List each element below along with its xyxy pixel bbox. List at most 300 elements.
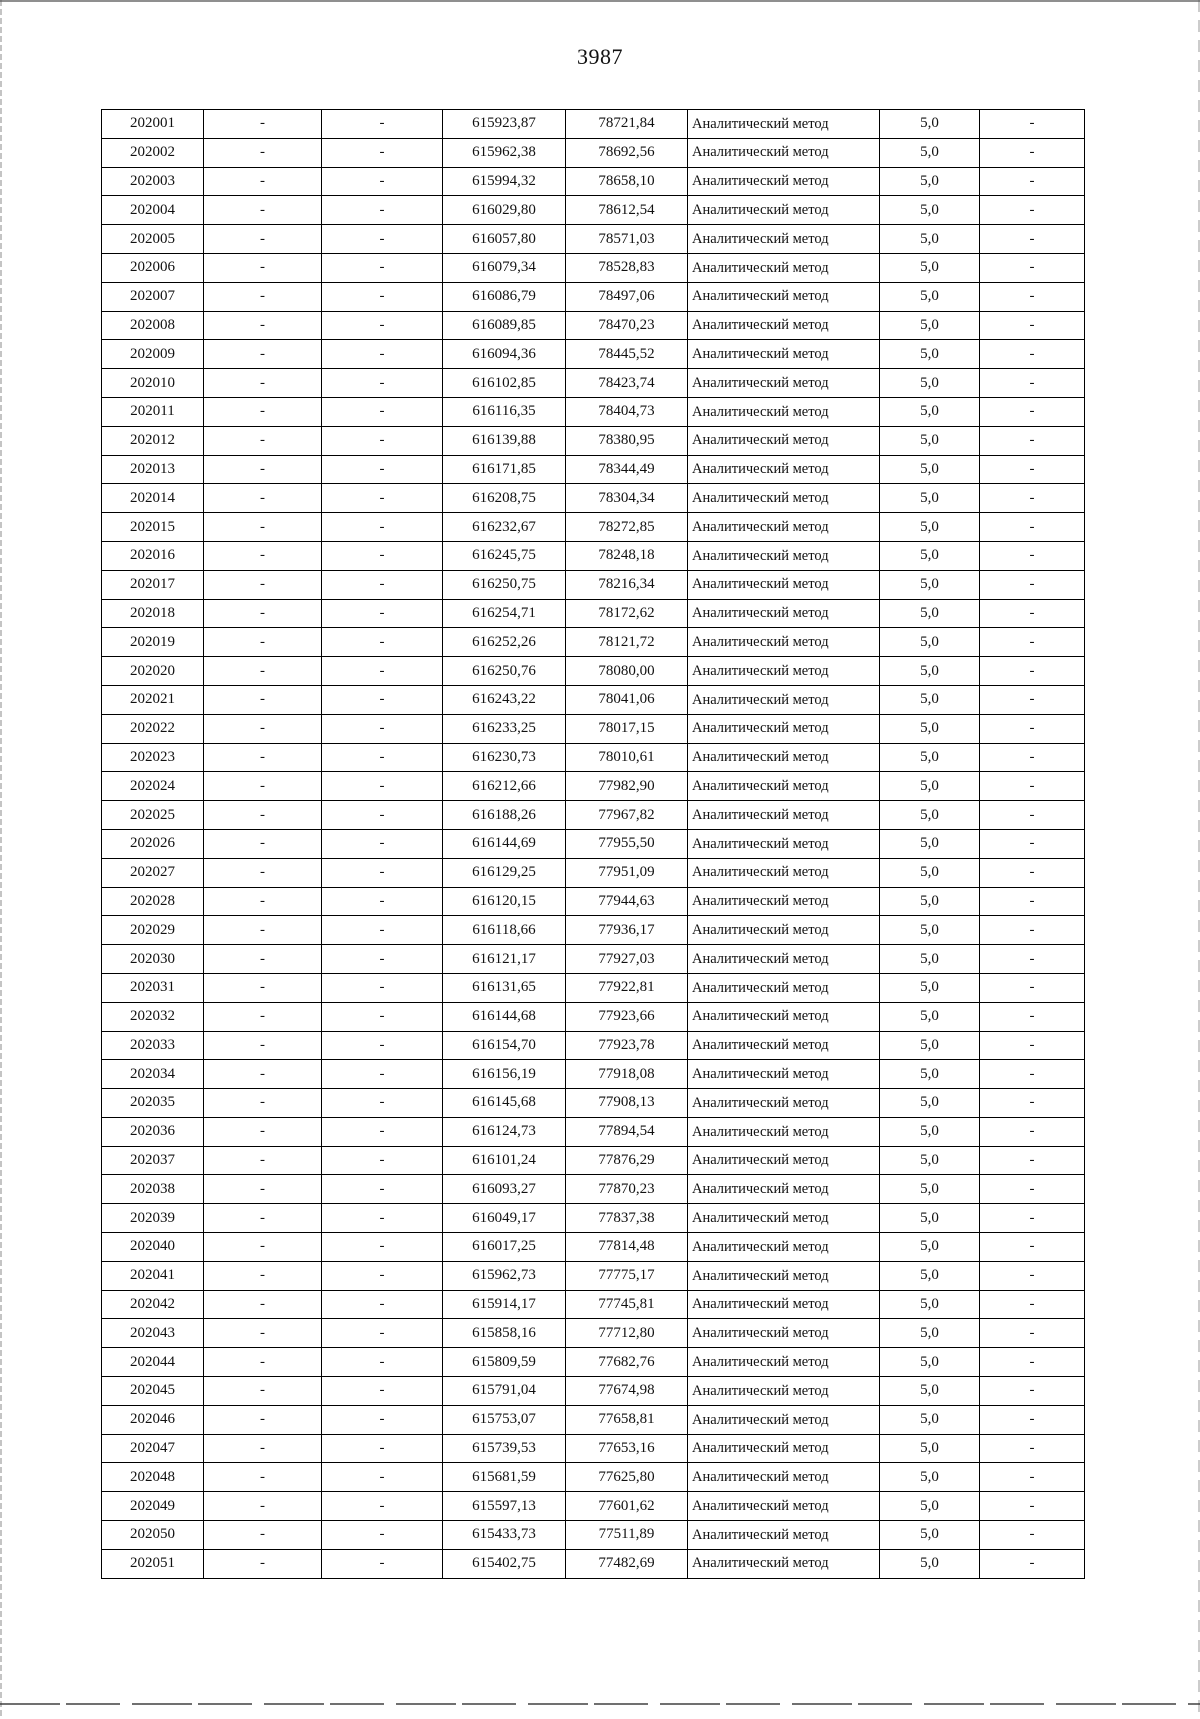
coordinate-y-cell: 77870,23 [566,1175,688,1204]
method-cell: Аналитический метод [688,657,880,686]
method-cell: Аналитический метод [688,167,880,196]
coordinate-y-cell: 78470,23 [566,311,688,340]
accuracy-cell: 5,0 [880,657,980,686]
table-row [102,628,1085,657]
method-cell: Аналитический метод [688,858,880,887]
point-number-cell: 202013 [102,455,204,484]
accuracy-cell: 5,0 [880,829,980,858]
empty-value-cell: - [204,570,322,599]
table-row [102,1117,1085,1146]
point-number-cell: 202006 [102,253,204,282]
empty-value-cell: - [204,714,322,743]
coordinate-x-cell: 616188,26 [443,801,566,830]
empty-value-cell: - [204,1377,322,1406]
method-cell: Аналитический метод [688,340,880,369]
empty-value-cell: - [980,1290,1085,1319]
empty-value-cell: - [980,1463,1085,1492]
empty-value-cell: - [204,1434,322,1463]
method-cell: Аналитический метод [688,570,880,599]
method-cell: Аналитический метод [688,311,880,340]
method-cell: Аналитический метод [688,1319,880,1348]
empty-value-cell: - [322,1377,443,1406]
coordinate-y-cell: 78010,61 [566,743,688,772]
empty-value-cell: - [204,628,322,657]
empty-value-cell: - [322,801,443,830]
method-cell: Аналитический метод [688,1175,880,1204]
empty-value-cell: - [204,1204,322,1233]
accuracy-cell: 5,0 [880,397,980,426]
point-number-cell: 202022 [102,714,204,743]
point-number-cell: 202048 [102,1463,204,1492]
empty-value-cell: - [322,369,443,398]
method-cell: Аналитический метод [688,1146,880,1175]
coordinate-x-cell: 616208,75 [443,484,566,513]
method-cell: Аналитический метод [688,1348,880,1377]
method-cell: Аналитический метод [688,685,880,714]
scan-edge-bottom [0,1703,1200,1705]
point-number-cell: 202026 [102,829,204,858]
empty-value-cell: - [322,916,443,945]
coordinate-x-cell: 616089,85 [443,311,566,340]
empty-value-cell: - [322,1549,443,1578]
accuracy-cell: 5,0 [880,1434,980,1463]
accuracy-cell: 5,0 [880,1492,980,1521]
coordinate-y-cell: 77482,69 [566,1549,688,1578]
coordinate-x-cell: 615809,59 [443,1348,566,1377]
empty-value-cell: - [204,1319,322,1348]
empty-value-cell: - [980,455,1085,484]
empty-value-cell: - [980,858,1085,887]
method-cell: Аналитический метод [688,1261,880,1290]
table-row [102,916,1085,945]
coordinate-y-cell: 78344,49 [566,455,688,484]
accuracy-cell: 5,0 [880,1463,980,1492]
point-number-cell: 202050 [102,1521,204,1550]
empty-value-cell: - [980,685,1085,714]
table-row [102,1492,1085,1521]
table-row [102,1549,1085,1578]
coordinate-x-cell: 616101,24 [443,1146,566,1175]
coordinate-y-cell: 77511,89 [566,1521,688,1550]
accuracy-cell: 5,0 [880,196,980,225]
accuracy-cell: 5,0 [880,1348,980,1377]
empty-value-cell: - [980,973,1085,1002]
method-cell: Аналитический метод [688,282,880,311]
accuracy-cell: 5,0 [880,1405,980,1434]
accuracy-cell: 5,0 [880,282,980,311]
table-row [102,196,1085,225]
table-row [102,1348,1085,1377]
empty-value-cell: - [204,225,322,254]
empty-value-cell: - [204,369,322,398]
coordinate-y-cell: 78612,54 [566,196,688,225]
table-row [102,1060,1085,1089]
method-cell: Аналитический метод [688,1492,880,1521]
empty-value-cell: - [980,570,1085,599]
empty-value-cell: - [322,628,443,657]
accuracy-cell: 5,0 [880,455,980,484]
empty-value-cell: - [204,772,322,801]
point-number-cell: 202012 [102,426,204,455]
coordinate-x-cell: 616212,66 [443,772,566,801]
accuracy-cell: 5,0 [880,110,980,139]
empty-value-cell: - [980,253,1085,282]
method-cell: Аналитический метод [688,1463,880,1492]
method-cell: Аналитический метод [688,1031,880,1060]
method-cell: Аналитический метод [688,1002,880,1031]
table-row [102,225,1085,254]
coordinate-y-cell: 78658,10 [566,167,688,196]
empty-value-cell: - [980,311,1085,340]
empty-value-cell: - [204,1175,322,1204]
method-cell: Аналитический метод [688,1434,880,1463]
point-number-cell: 202044 [102,1348,204,1377]
accuracy-cell: 5,0 [880,1290,980,1319]
empty-value-cell: - [980,225,1085,254]
empty-value-cell: - [204,1233,322,1262]
table-row [102,369,1085,398]
empty-value-cell: - [980,397,1085,426]
empty-value-cell: - [980,1146,1085,1175]
method-cell: Аналитический метод [688,1521,880,1550]
point-number-cell: 202031 [102,973,204,1002]
empty-value-cell: - [980,1002,1085,1031]
accuracy-cell: 5,0 [880,369,980,398]
accuracy-cell: 5,0 [880,1175,980,1204]
coordinate-x-cell: 616017,25 [443,1233,566,1262]
point-number-cell: 202007 [102,282,204,311]
empty-value-cell: - [980,916,1085,945]
accuracy-cell: 5,0 [880,1117,980,1146]
empty-value-cell: - [980,1117,1085,1146]
empty-value-cell: - [204,657,322,686]
empty-value-cell: - [204,1002,322,1031]
accuracy-cell: 5,0 [880,426,980,455]
table-row [102,829,1085,858]
table-row [102,1377,1085,1406]
coordinate-x-cell: 615681,59 [443,1463,566,1492]
point-number-cell: 202008 [102,311,204,340]
table-row [102,1261,1085,1290]
empty-value-cell: - [204,282,322,311]
table-row [102,397,1085,426]
method-cell: Аналитический метод [688,743,880,772]
coordinates-table-body [102,110,1085,1579]
empty-value-cell: - [980,1434,1085,1463]
empty-value-cell: - [980,1233,1085,1262]
method-cell: Аналитический метод [688,829,880,858]
accuracy-cell: 5,0 [880,599,980,628]
empty-value-cell: - [204,253,322,282]
method-cell: Аналитический метод [688,110,880,139]
empty-value-cell: - [980,1031,1085,1060]
empty-value-cell: - [204,829,322,858]
coordinate-x-cell: 616230,73 [443,743,566,772]
empty-value-cell: - [980,714,1085,743]
method-cell: Аналитический метод [688,253,880,282]
scan-edge-left [0,0,2,1719]
coordinate-x-cell: 616254,71 [443,599,566,628]
accuracy-cell: 5,0 [880,1549,980,1578]
method-cell: Аналитический метод [688,945,880,974]
accuracy-cell: 5,0 [880,541,980,570]
point-number-cell: 202024 [102,772,204,801]
point-number-cell: 202034 [102,1060,204,1089]
empty-value-cell: - [204,887,322,916]
coordinate-y-cell: 77922,81 [566,973,688,1002]
point-number-cell: 202004 [102,196,204,225]
table-row [102,484,1085,513]
coordinate-y-cell: 77944,63 [566,887,688,916]
coordinate-y-cell: 78404,73 [566,397,688,426]
coordinate-x-cell: 616049,17 [443,1204,566,1233]
table-row [102,570,1085,599]
empty-value-cell: - [204,858,322,887]
coordinate-x-cell: 616232,67 [443,513,566,542]
point-number-cell: 202014 [102,484,204,513]
coordinate-x-cell: 616118,66 [443,916,566,945]
method-cell: Аналитический метод [688,513,880,542]
coordinate-x-cell: 616154,70 [443,1031,566,1060]
coordinate-x-cell: 616144,69 [443,829,566,858]
table-row [102,887,1085,916]
coordinate-y-cell: 78692,56 [566,138,688,167]
coordinate-x-cell: 615994,32 [443,167,566,196]
coordinate-x-cell: 616093,27 [443,1175,566,1204]
accuracy-cell: 5,0 [880,887,980,916]
coordinate-x-cell: 616245,75 [443,541,566,570]
empty-value-cell: - [204,484,322,513]
accuracy-cell: 5,0 [880,1377,980,1406]
coordinate-y-cell: 78445,52 [566,340,688,369]
table-row [102,1175,1085,1204]
empty-value-cell: - [980,196,1085,225]
empty-value-cell: - [322,167,443,196]
coordinate-x-cell: 616243,22 [443,685,566,714]
empty-value-cell: - [322,1405,443,1434]
empty-value-cell: - [322,829,443,858]
empty-value-cell: - [980,599,1085,628]
empty-value-cell: - [322,973,443,1002]
empty-value-cell: - [204,513,322,542]
empty-value-cell: - [204,167,322,196]
accuracy-cell: 5,0 [880,1060,980,1089]
coordinate-y-cell: 78017,15 [566,714,688,743]
method-cell: Аналитический метод [688,1089,880,1118]
point-number-cell: 202051 [102,1549,204,1578]
point-number-cell: 202035 [102,1089,204,1118]
empty-value-cell: - [204,801,322,830]
empty-value-cell: - [980,369,1085,398]
empty-value-cell: - [322,196,443,225]
empty-value-cell: - [204,916,322,945]
method-cell: Аналитический метод [688,455,880,484]
table-row [102,282,1085,311]
point-number-cell: 202002 [102,138,204,167]
empty-value-cell: - [322,1348,443,1377]
coordinate-x-cell: 615858,16 [443,1319,566,1348]
empty-value-cell: - [322,1463,443,1492]
empty-value-cell: - [204,1463,322,1492]
empty-value-cell: - [980,340,1085,369]
point-number-cell: 202045 [102,1377,204,1406]
coordinate-y-cell: 77936,17 [566,916,688,945]
method-cell: Аналитический метод [688,1233,880,1262]
empty-value-cell: - [322,1261,443,1290]
empty-value-cell: - [204,1060,322,1089]
empty-value-cell: - [322,138,443,167]
table-row [102,110,1085,139]
method-cell: Аналитический метод [688,426,880,455]
empty-value-cell: - [980,657,1085,686]
empty-value-cell: - [980,138,1085,167]
empty-value-cell: - [204,340,322,369]
table-row [102,685,1085,714]
coordinate-y-cell: 77653,16 [566,1434,688,1463]
accuracy-cell: 5,0 [880,1521,980,1550]
table-row [102,1146,1085,1175]
point-number-cell: 202015 [102,513,204,542]
coordinate-x-cell: 616116,35 [443,397,566,426]
point-number-cell: 202042 [102,1290,204,1319]
table-row [102,167,1085,196]
coordinate-y-cell: 77837,38 [566,1204,688,1233]
empty-value-cell: - [322,657,443,686]
accuracy-cell: 5,0 [880,685,980,714]
accuracy-cell: 5,0 [880,916,980,945]
coordinate-y-cell: 78528,83 [566,253,688,282]
empty-value-cell: - [322,110,443,139]
point-number-cell: 202033 [102,1031,204,1060]
table-row [102,426,1085,455]
point-number-cell: 202041 [102,1261,204,1290]
method-cell: Аналитический метод [688,1405,880,1434]
table-row [102,138,1085,167]
empty-value-cell: - [204,1031,322,1060]
accuracy-cell: 5,0 [880,311,980,340]
accuracy-cell: 5,0 [880,1002,980,1031]
table-row [102,513,1085,542]
method-cell: Аналитический метод [688,628,880,657]
empty-value-cell: - [980,484,1085,513]
empty-value-cell: - [322,599,443,628]
empty-value-cell: - [204,743,322,772]
point-number-cell: 202016 [102,541,204,570]
empty-value-cell: - [980,426,1085,455]
method-cell: Аналитический метод [688,541,880,570]
table-row [102,1521,1085,1550]
empty-value-cell: - [322,1002,443,1031]
point-number-cell: 202049 [102,1492,204,1521]
method-cell: Аналитический метод [688,772,880,801]
table-row [102,1233,1085,1262]
table-row [102,801,1085,830]
empty-value-cell: - [204,945,322,974]
empty-value-cell: - [322,513,443,542]
empty-value-cell: - [322,1319,443,1348]
coordinate-x-cell: 616121,17 [443,945,566,974]
coordinate-y-cell: 77923,78 [566,1031,688,1060]
point-number-cell: 202025 [102,801,204,830]
table-row [102,311,1085,340]
accuracy-cell: 5,0 [880,772,980,801]
accuracy-cell: 5,0 [880,973,980,1002]
empty-value-cell: - [980,1348,1085,1377]
empty-value-cell: - [980,110,1085,139]
accuracy-cell: 5,0 [880,1031,980,1060]
accuracy-cell: 5,0 [880,858,980,887]
empty-value-cell: - [322,1434,443,1463]
empty-value-cell: - [204,138,322,167]
empty-value-cell: - [322,1521,443,1550]
point-number-cell: 202029 [102,916,204,945]
table-row [102,1405,1085,1434]
empty-value-cell: - [980,1261,1085,1290]
coordinate-y-cell: 78423,74 [566,369,688,398]
method-cell: Аналитический метод [688,973,880,1002]
point-number-cell: 202021 [102,685,204,714]
empty-value-cell: - [322,772,443,801]
coordinate-y-cell: 78380,95 [566,426,688,455]
coordinate-x-cell: 615739,53 [443,1434,566,1463]
empty-value-cell: - [322,1117,443,1146]
coordinate-x-cell: 616124,73 [443,1117,566,1146]
empty-value-cell: - [322,945,443,974]
empty-value-cell: - [204,426,322,455]
point-number-cell: 202005 [102,225,204,254]
coordinate-x-cell: 615962,38 [443,138,566,167]
point-number-cell: 202018 [102,599,204,628]
empty-value-cell: - [980,743,1085,772]
accuracy-cell: 5,0 [880,1146,980,1175]
table-row [102,657,1085,686]
table-row [102,1434,1085,1463]
coordinate-y-cell: 77712,80 [566,1319,688,1348]
empty-value-cell: - [322,340,443,369]
coordinate-x-cell: 616139,88 [443,426,566,455]
coordinate-x-cell: 616029,80 [443,196,566,225]
coordinate-x-cell: 615402,75 [443,1549,566,1578]
coordinate-y-cell: 77876,29 [566,1146,688,1175]
coordinate-y-cell: 77674,98 [566,1377,688,1406]
empty-value-cell: - [204,1261,322,1290]
coordinate-y-cell: 78248,18 [566,541,688,570]
coordinate-x-cell: 615923,87 [443,110,566,139]
accuracy-cell: 5,0 [880,1261,980,1290]
empty-value-cell: - [204,1146,322,1175]
point-number-cell: 202037 [102,1146,204,1175]
empty-value-cell: - [322,455,443,484]
empty-value-cell: - [980,1319,1085,1348]
accuracy-cell: 5,0 [880,945,980,974]
method-cell: Аналитический метод [688,397,880,426]
empty-value-cell: - [322,1290,443,1319]
point-number-cell: 202043 [102,1319,204,1348]
table-row [102,1031,1085,1060]
method-cell: Аналитический метод [688,1204,880,1233]
point-number-cell: 202046 [102,1405,204,1434]
empty-value-cell: - [322,1492,443,1521]
method-cell: Аналитический метод [688,225,880,254]
coordinates-table [101,109,1085,1579]
coordinate-y-cell: 77658,81 [566,1405,688,1434]
accuracy-cell: 5,0 [880,714,980,743]
empty-value-cell: - [980,167,1085,196]
method-cell: Аналитический метод [688,599,880,628]
coordinate-y-cell: 78172,62 [566,599,688,628]
coordinate-x-cell: 615914,17 [443,1290,566,1319]
coordinate-y-cell: 78121,72 [566,628,688,657]
